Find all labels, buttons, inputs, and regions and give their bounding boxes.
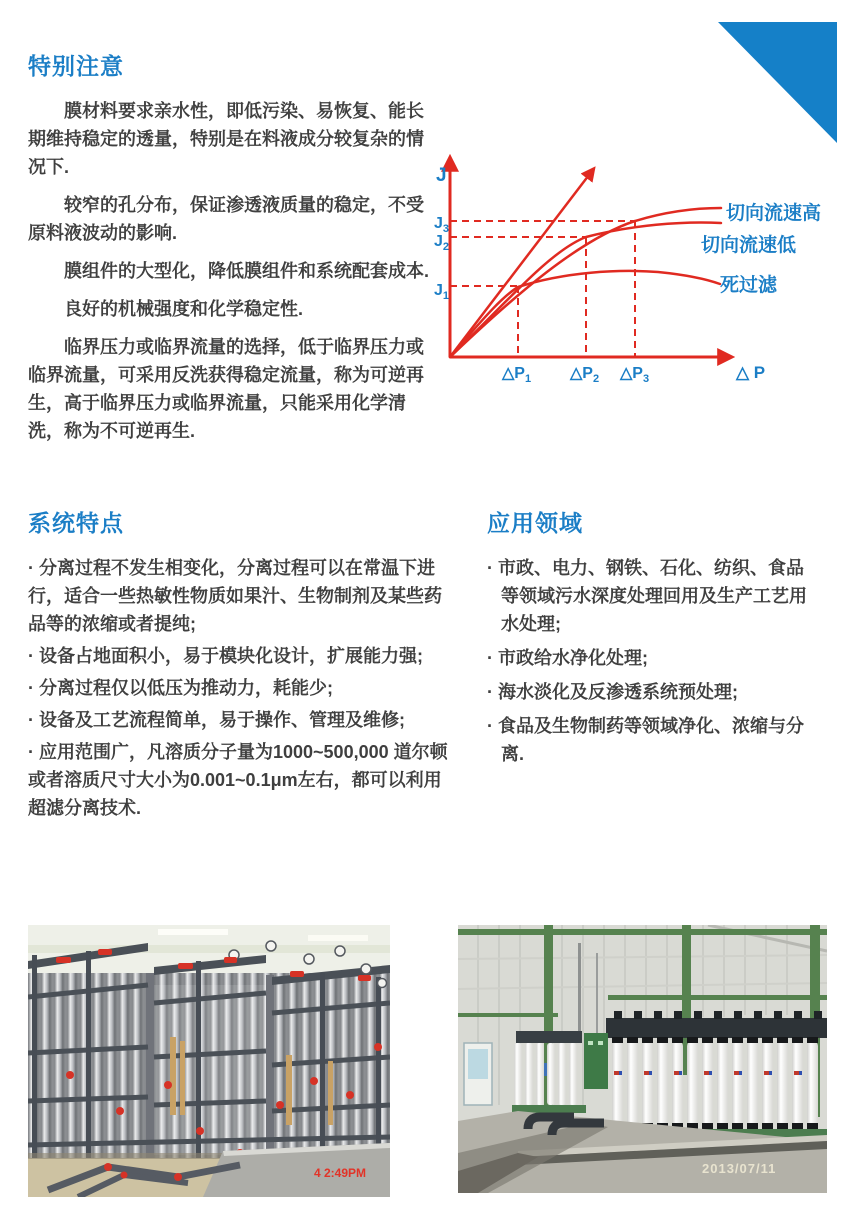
straight-flux-line xyxy=(450,171,592,357)
membrane-tube-racks xyxy=(28,943,390,1163)
feature-bullet: · 分离过程仅以低压为推动力，耗能少; xyxy=(28,678,333,698)
application-bullet: · 市政、电力、钢铁、石化、纺织、食品等领域污水深度处理回用及生产工艺用水处理; xyxy=(487,558,807,634)
section-system-features xyxy=(28,505,453,826)
x-tick-dP2: $\triangle P_2$ xyxy=(570,365,600,385)
x-axis-label: △ P xyxy=(736,363,766,382)
chart-canvas xyxy=(430,145,850,390)
special-note-paragraph: 膜组件的大型化，降低膜组件和系统配套成本. xyxy=(64,261,429,281)
special-note-paragraph: 良好的机械强度和化学稳定性. xyxy=(64,299,303,319)
dashed-guides xyxy=(450,221,635,357)
x-tick-dP1: $\triangle P_1$ xyxy=(502,365,532,385)
section-special-note xyxy=(28,48,430,455)
photo-stainless-membrane-skids xyxy=(28,925,390,1197)
feature-bullet: · 应用范围广，凡溶质分子量为1000~500,000 道尔顿或者溶质尺寸大小为0.001~0.1μm左右，都可以利用超滤分离技术. xyxy=(28,742,448,818)
flux-vs-pressure-chart xyxy=(430,145,850,390)
special-note-paragraph: 膜材料要求亲水性，即低污染、易恢复、能长期维持稳定的透量，特别是在料液成分较复杂的情况下. xyxy=(28,101,424,177)
special-note-paragraph: 临界压力或临界流量的选择，低于临界压力或临界流量，可采用反洗获得稳定流量，称为可逆再生，高于临界压力或临界流量，只能采用化学清洗，称为不可逆再生. xyxy=(28,337,424,441)
photo-uf-plant-hall xyxy=(458,925,827,1193)
curve-label-low-crossflow: 切向流速低 xyxy=(701,235,797,256)
chart-labels xyxy=(434,165,821,385)
y-tick-J2: $J_2$ xyxy=(434,233,450,253)
special-note-title: 特别注意 xyxy=(28,53,124,79)
corner-triangle-decoration xyxy=(718,22,837,143)
photo-datestamp: 2013/07/11 xyxy=(702,1161,777,1176)
applications-title: 应用领域 xyxy=(487,510,583,536)
section-applications xyxy=(487,505,817,774)
door xyxy=(464,1043,492,1105)
application-bullet: · 市政给水净化处理; xyxy=(487,648,648,668)
system-features-title: 系统特点 xyxy=(28,510,124,536)
feature-bullet: · 分离过程不发生相变化，分离过程可以在常温下进行，适合一些热敏性物质如果汁、生物制剂及某些药品等的浓缩或者提纯; xyxy=(28,558,442,634)
special-note-paragraph: 较窄的孔分布，保证渗透液质量的稳定，不受原料液波动的影响. xyxy=(28,195,424,243)
feature-bullet: · 设备及工艺流程简单，易于操作、管理及维修; xyxy=(28,710,405,730)
curve-label-high-crossflow: 切向流速高 xyxy=(726,203,822,224)
photo-left-canvas xyxy=(28,925,390,1197)
photo-right-canvas xyxy=(458,925,827,1193)
y-tick-J3: $J_3$ xyxy=(434,215,450,235)
photo-timestamp: 4 2:49PM xyxy=(314,1166,367,1180)
application-bullet: · 海水淡化及反渗透系统预处理; xyxy=(487,682,738,702)
y-tick-J1: $J_1$ xyxy=(434,282,450,302)
feature-bullet: · 设备占地面积小，易于模块化设计，扩展能力强; xyxy=(28,646,423,666)
y-axis-label: J xyxy=(436,165,447,186)
x-tick-dP3: $\triangle P_3$ xyxy=(620,365,650,385)
application-bullet: · 食品及生物制药等领域净化、浓缩与分离. xyxy=(487,716,804,764)
curve-label-dead-end: 死过滤 xyxy=(720,275,778,296)
